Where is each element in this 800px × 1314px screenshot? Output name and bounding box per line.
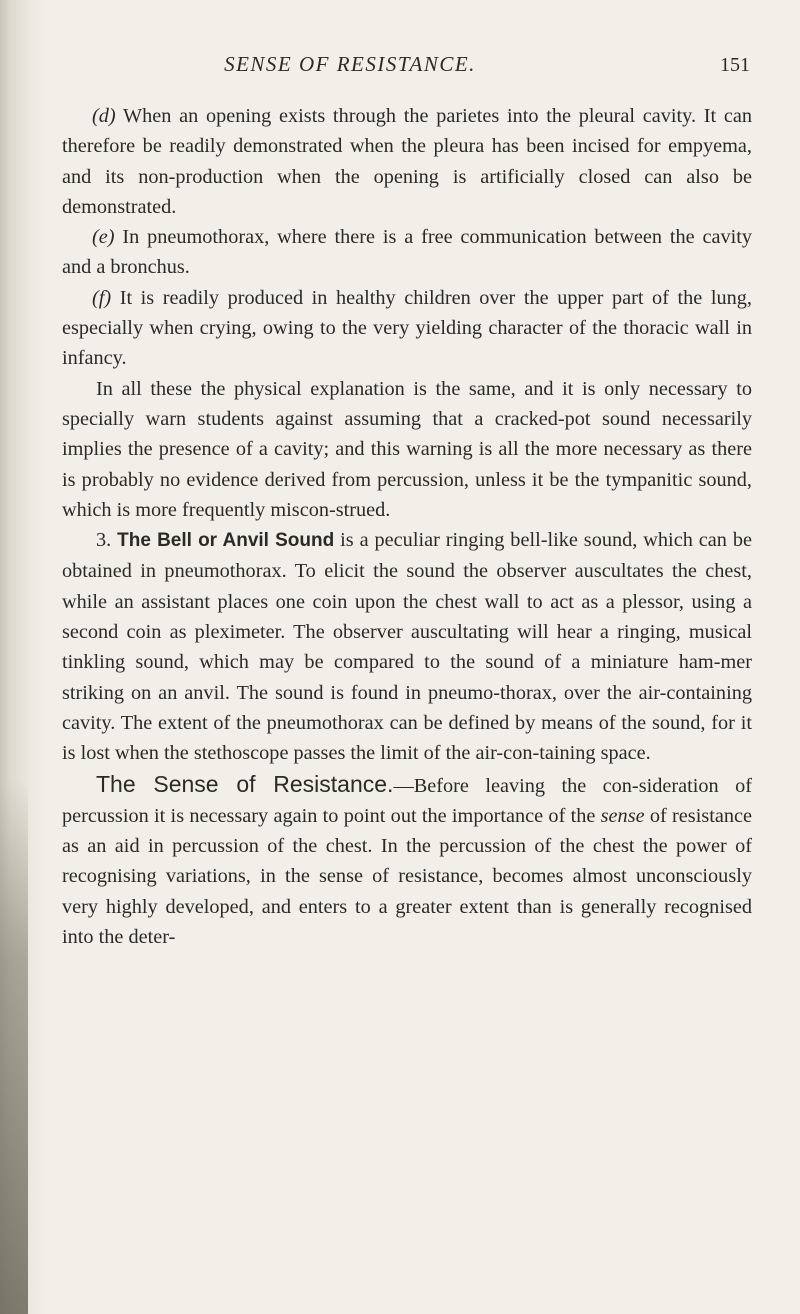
paragraph-summary: In all these the physical explanation is the same, and it is only necessary to specially warn students against assuming that a cracked-pot sound necessarily implies the presence of a cavity; and this warning is all the more necessary as there is probably no evidence derived from percussion, unless it be the tympanitic sound, which is more frequently miscon-strued. [62, 377, 752, 521]
resistance-text-1: —Before leaving the con-sideration of percussion it is necessary again to point out the importance of the [62, 774, 752, 827]
paragraph-d [62, 101, 752, 222]
running-head: SENSE OF RESISTANCE. [224, 52, 476, 76]
body-text [62, 101, 752, 952]
paragraph-e-text: In pneumothorax, where there is a free communication between the cavity and a bronchus. [62, 226, 752, 279]
resistance-sense-word: sense [600, 804, 645, 827]
resistance-heading: The Sense of Resistance. [96, 770, 394, 797]
item-label-e: (e) [92, 226, 115, 249]
paragraph-bell-sound [62, 525, 752, 768]
item-label-f: (f) [92, 286, 112, 309]
paragraph-e [62, 222, 752, 283]
page-number: 151 [720, 54, 750, 76]
resistance-text-2: of resistance as an aid in percussion of the chest. In the percussion of the chest the power of recognising variations, in the sense of resistance, becomes almost unconsciously very highly developed, and enters to a greater extent than is generally recognised into the deter- [62, 804, 752, 949]
bell-section-number: 3. [96, 529, 112, 552]
bell-text: is a peculiar ringing bell-like sound, which can be obtained in pneumothorax. To elicit the sound the observer auscultates the chest, while an assistant places one coin upon the chest wall to act as a plessor, using a second coin as pleximeter. The observer auscultating will hear a ringing, musical tinkling sound, which may be compared to the sound of a miniature ham-mer striking on an anvil. The sound is found in pneumo-thorax, over the air-containing cavity. The extent of the pneumothorax can be defined by means of the sound, for it is lost when the stethoscope passes the limit of the air-con-taining space. [62, 529, 752, 765]
bell-heading: The Bell or Anvil Sound [117, 530, 335, 552]
paragraph-f [62, 283, 752, 374]
paragraph-f-text: It is readily produced in healthy children over the upper part of the lung, especially when crying, owing to the very yielding character of the thoracic wall in infancy. [62, 286, 752, 370]
paragraph-sense-of-resistance [62, 769, 752, 953]
paragraph-d-text: When an opening exists through the parietes into the pleural cavity. It can therefore be readily demonstrated when the pleura has been incised for empyema, and its non-production when the opening is artificially closed can also be demonstrated. [62, 105, 752, 218]
binding-gutter-dark [0, 780, 28, 1314]
item-label-d: (d) [92, 105, 116, 127]
page-header [0, 52, 800, 86]
